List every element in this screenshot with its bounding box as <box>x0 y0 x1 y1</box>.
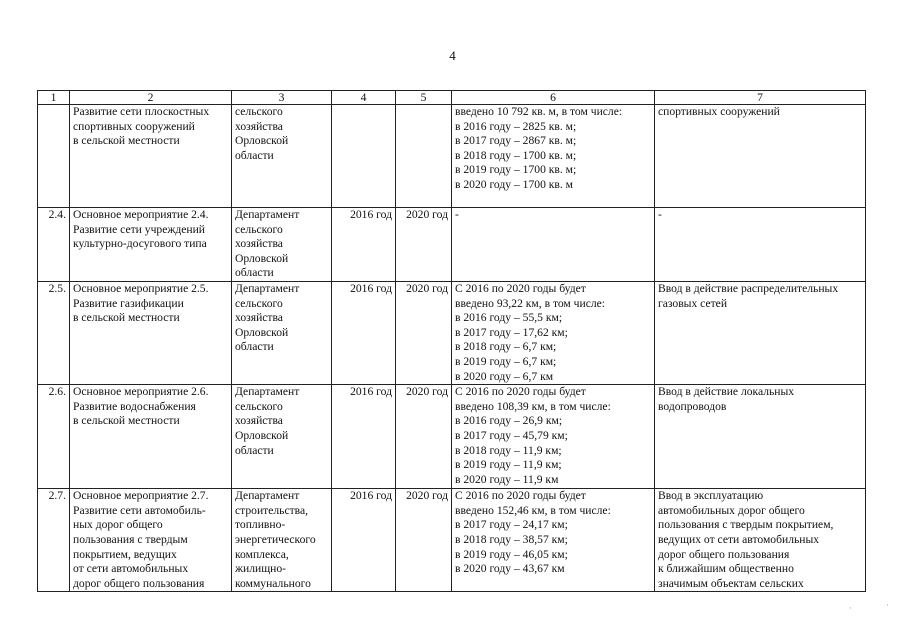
page-number: 4 <box>449 48 456 63</box>
end-year <box>396 105 452 208</box>
expected-result-line: пользования с твердым покрытием, <box>658 518 834 532</box>
executor-line: топливно- <box>235 518 286 532</box>
start-year: 2016 год <box>332 208 396 282</box>
executor-line: комплекса, <box>235 547 289 561</box>
column-header-6: 6 <box>452 91 655 105</box>
expected-result-line: к ближайшим общественно <box>658 562 794 576</box>
row-number <box>38 105 70 208</box>
table-row <box>38 385 866 489</box>
executor-line: строительства, <box>235 503 309 517</box>
table-row <box>38 105 866 208</box>
indicators <box>452 385 655 489</box>
expected-result-line: газовых сетей <box>658 296 728 310</box>
indicators-line: в 2018 году – 1700 кв. м; <box>455 148 577 162</box>
indicators-line: в 2019 году – 6,7 км; <box>455 354 557 368</box>
table-row <box>38 281 866 384</box>
executor-line: области <box>235 443 274 457</box>
column-header-2: 2 <box>70 91 232 105</box>
table-body <box>38 105 866 592</box>
indicators-line: в 2017 году – 24,17 км; <box>455 518 568 532</box>
activity-name-line: в сельской местности <box>73 414 180 428</box>
executor <box>232 208 332 282</box>
expected-result <box>655 385 866 489</box>
indicators <box>452 208 655 282</box>
expected-result-line: значимым объектам сельских <box>658 576 804 590</box>
table-row <box>38 489 866 592</box>
activity-name-line: Основное мероприятие 2.7. <box>73 489 209 503</box>
executor-line: хозяйства <box>235 237 283 251</box>
indicators-line: в 2020 году – 43,67 км <box>455 562 565 576</box>
end-year: 2020 год <box>396 281 452 384</box>
activity-name <box>70 489 232 592</box>
activity-name-line: Основное мероприятие 2.5. <box>73 281 209 295</box>
activity-name-line: Развитие сети учреждений <box>73 222 206 236</box>
executor <box>232 489 332 592</box>
expected-result-line: Ввод в действие локальных <box>658 385 795 399</box>
column-header-3: 3 <box>232 91 332 105</box>
activity-name-line: Основное мероприятие 2.6. <box>73 385 209 399</box>
indicators-line: в 2020 году – 6,7 км <box>455 369 554 383</box>
indicators-line: С 2016 по 2020 годы будет <box>455 281 586 295</box>
indicators-line: в 2019 году – 1700 кв. м; <box>455 163 577 177</box>
row-number: 2.7. <box>38 489 70 592</box>
executor-line: Орловской <box>235 428 289 442</box>
end-year: 2020 год <box>396 489 452 592</box>
scan-mark: · <box>849 603 852 613</box>
indicators-line: в 2019 году – 11,9 км; <box>455 458 562 472</box>
activity-name <box>70 385 232 489</box>
expected-result-line: дорог общего пользования <box>658 547 790 561</box>
executor-line: сельского <box>235 399 283 413</box>
executor-line: коммунального <box>235 576 311 590</box>
indicators-line: С 2016 по 2020 годы будет <box>455 489 586 503</box>
indicators-line: в 2017 году – 45,79 км; <box>455 428 568 442</box>
indicators <box>452 489 655 592</box>
executor-line: области <box>235 340 274 354</box>
row-number: 2.6. <box>38 385 70 489</box>
indicators-line: в 2020 году – 1700 кв. м <box>455 177 574 191</box>
activity-name-line: Основное мероприятие 2.4. <box>73 208 209 221</box>
start-year: 2016 год <box>332 281 396 384</box>
expected-result-line: ведущих от сети автомобильных <box>658 532 820 546</box>
indicators-line: в 2018 году – 11,9 км; <box>455 443 562 457</box>
end-year: 2020 год <box>396 385 452 489</box>
expected-result-line: - <box>658 208 662 221</box>
executor-line: сельского <box>235 296 283 310</box>
indicators-line: в 2017 году – 2867 кв. м; <box>455 134 577 148</box>
indicators-line: введено 152,46 км, в том числе: <box>455 503 611 517</box>
table-row <box>38 208 866 282</box>
executor-line: хозяйства <box>235 311 283 325</box>
column-header-5: 5 <box>396 91 452 105</box>
activity-name-line: ных дорог общего <box>73 518 163 532</box>
executor-line: Департамент <box>235 385 300 399</box>
executor-line: сельского <box>235 105 283 118</box>
indicators-line: в 2017 году – 17,62 км; <box>455 325 568 339</box>
end-year: 2020 год <box>396 208 452 282</box>
executor-line: хозяйства <box>235 414 283 428</box>
executor <box>232 105 332 208</box>
indicators-line: введено 108,39 км, в том числе: <box>455 399 611 413</box>
executor-line: Департамент <box>235 208 300 221</box>
column-header-1: 1 <box>38 91 70 105</box>
activity-name-line: Развитие газификации <box>73 296 184 310</box>
activity-name-line: культурно-досугового типа <box>73 237 207 251</box>
header-row <box>38 91 866 105</box>
column-header-7: 7 <box>655 91 866 105</box>
expected-result-line: водопроводов <box>658 399 727 413</box>
activity-name-line: в сельской местности <box>73 134 180 148</box>
executor-line: области <box>235 266 274 280</box>
expected-result <box>655 281 866 384</box>
start-year <box>332 105 396 208</box>
expected-result-line: спортивных сооружений <box>658 105 780 118</box>
program-table <box>37 90 866 592</box>
row-number: 2.4. <box>38 208 70 282</box>
indicators-line: С 2016 по 2020 годы будет <box>455 385 586 399</box>
indicators-line: - <box>455 208 459 221</box>
activity-name <box>70 281 232 384</box>
indicators-line: в 2016 году – 2825 кв. м; <box>455 119 577 133</box>
activity-name-line: спортивных сооружений <box>73 119 195 133</box>
expected-result-line: автомобильных дорог общего <box>658 503 805 517</box>
executor-line: области <box>235 148 274 162</box>
indicators-line: введено 10 792 кв. м, в том числе: <box>455 105 623 118</box>
expected-result-line: Ввод в эксплуатацию <box>658 489 764 503</box>
indicators <box>452 105 655 208</box>
indicators <box>452 281 655 384</box>
indicators-line: в 2016 году – 55,5 км; <box>455 311 563 325</box>
expected-result <box>655 105 866 208</box>
activity-name-line: Развитие сети плоскостных <box>73 105 210 118</box>
scan-mark: · <box>886 600 889 610</box>
indicators-line: введено 93,22 км, в том числе: <box>455 296 605 310</box>
executor-line: Департамент <box>235 489 300 503</box>
executor-line: энергетического <box>235 532 316 546</box>
executor <box>232 281 332 384</box>
executor <box>232 385 332 489</box>
expected-result-line: Ввод в действие распределительных <box>658 281 839 295</box>
expected-result <box>655 208 866 282</box>
executor-line: Департамент <box>235 281 300 295</box>
activity-name-line: от сети автомобильных <box>73 562 189 576</box>
executor-line: Орловской <box>235 251 289 265</box>
indicators-line: в 2016 году – 26,9 км; <box>455 414 563 428</box>
executor-line: жилищно- <box>235 562 286 576</box>
executor-line: Орловской <box>235 325 289 339</box>
activity-name-line: покрытием, ведущих <box>73 547 177 561</box>
activity-name <box>70 208 232 282</box>
indicators-line: в 2020 году – 11,9 км <box>455 472 559 486</box>
row-number: 2.5. <box>38 281 70 384</box>
executor-line: хозяйства <box>235 119 283 133</box>
activity-name-line: пользования с твердым <box>73 532 188 546</box>
start-year: 2016 год <box>332 489 396 592</box>
activity-name <box>70 105 232 208</box>
indicators-line: в 2019 году – 46,05 км; <box>455 547 568 561</box>
activity-name-line: дорог общего пользования <box>73 576 205 590</box>
activity-name-line: Развитие водоснабжения <box>73 399 196 413</box>
column-header-4: 4 <box>332 91 396 105</box>
indicators-line: в 2018 году – 6,7 км; <box>455 340 557 354</box>
executor-line: сельского <box>235 222 283 236</box>
start-year: 2016 год <box>332 385 396 489</box>
executor-line: Орловской <box>235 134 289 148</box>
activity-name-line: Развитие сети автомобиль- <box>73 503 206 517</box>
activity-name-line: в сельской местности <box>73 311 180 325</box>
expected-result <box>655 489 866 592</box>
indicators-line: в 2018 году – 38,57 км; <box>455 532 568 546</box>
